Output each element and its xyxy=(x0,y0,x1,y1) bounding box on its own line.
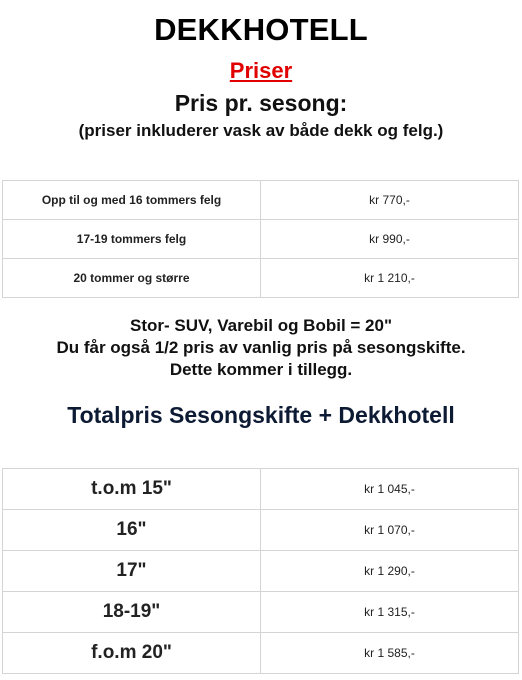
tire-size-label: t.o.m 15" xyxy=(3,469,261,510)
tire-size-label: 18-19" xyxy=(3,592,261,633)
price-value: kr 1 585,- xyxy=(261,633,519,674)
note-line: Stor- SUV, Varebil og Bobil = 20" xyxy=(129,316,393,335)
prices-link[interactable]: Priser xyxy=(229,58,293,83)
table-row xyxy=(3,592,519,633)
tire-size-label: 16" xyxy=(3,510,261,551)
price-value: kr 1 045,- xyxy=(261,469,519,510)
price-value: kr 1 070,- xyxy=(261,510,519,551)
rim-size-label: Opp til og med 16 tommers felg xyxy=(3,181,261,220)
total-price-table xyxy=(2,468,519,674)
rim-size-label: 17-19 tommers felg xyxy=(3,220,261,259)
tire-size-label: f.o.m 20" xyxy=(3,633,261,674)
table-row xyxy=(3,259,519,298)
price-value: kr 1 315,- xyxy=(261,592,519,633)
season-price-table xyxy=(2,180,519,298)
note-line: Dette kommer i tillegg. xyxy=(169,360,353,379)
tire-size-label: 17" xyxy=(3,551,261,592)
price-value: kr 1 290,- xyxy=(261,551,519,592)
price-value: kr 770,- xyxy=(261,181,519,220)
season-note: (priser inkluderer vask av både dekk og felg.) xyxy=(78,121,444,140)
season-heading: Pris pr. sesong: xyxy=(174,90,348,116)
table-row xyxy=(3,633,519,674)
total-heading: Totalpris Sesongskifte + Dekkhotell xyxy=(67,402,455,428)
price-value: kr 990,- xyxy=(261,220,519,259)
note-line: Du får også 1/2 pris av vanlig pris på sesongskifte. xyxy=(56,338,466,357)
rim-size-label: 20 tommer og større xyxy=(3,259,261,298)
table-row xyxy=(3,469,519,510)
price-value: kr 1 210,- xyxy=(261,259,519,298)
table-row xyxy=(3,220,519,259)
table-row xyxy=(3,181,519,220)
info-notes xyxy=(0,315,522,381)
page-title: DEKKHOTELL xyxy=(154,12,368,47)
table-row xyxy=(3,510,519,551)
table-row xyxy=(3,551,519,592)
